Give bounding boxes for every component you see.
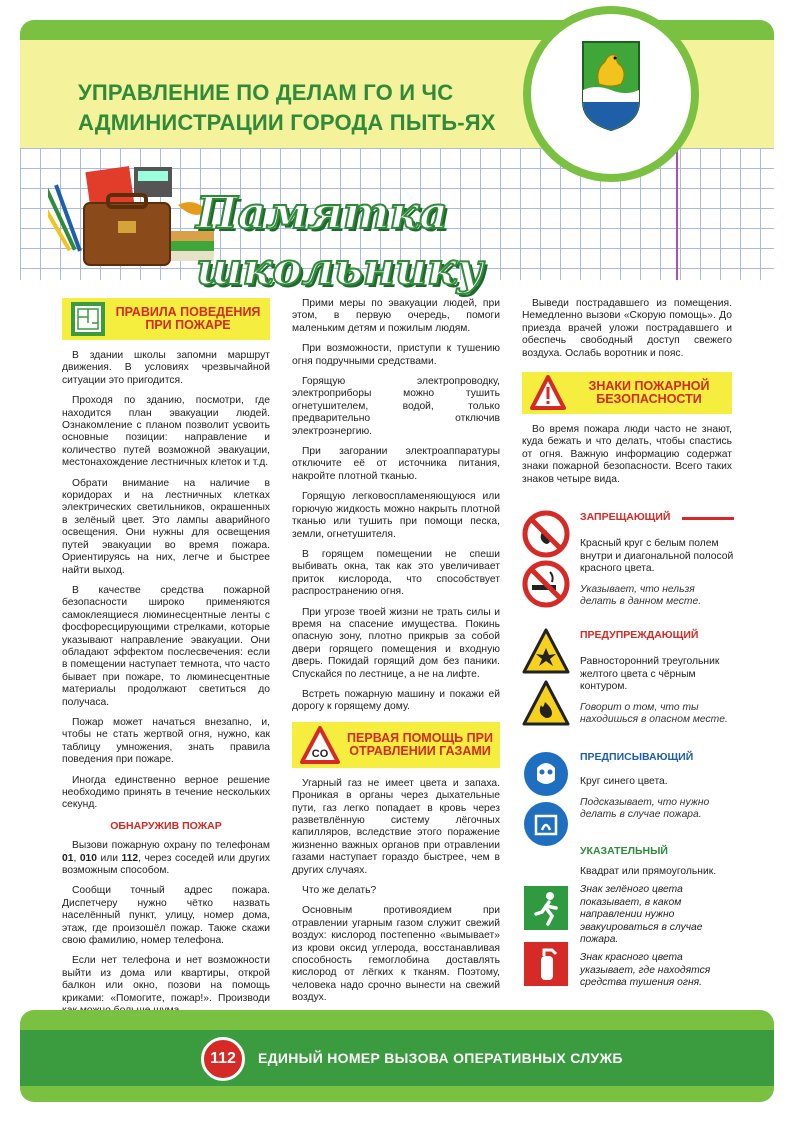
- phone-112: 112: [121, 852, 139, 864]
- sign-title: ПРЕДУПРЕЖДАЮЩИЙ: [580, 629, 699, 641]
- paragraph: Встреть пожарную машину и покажи ей дорогу к горящему дому.: [292, 688, 500, 713]
- warning-triangle-icon: [530, 375, 566, 411]
- gas-heading: ПЕРВАЯ ПОМОЩЬ ПРИ ОТРАВЛЕНИИ ГАЗАМИ: [347, 730, 493, 758]
- fire-blanket-icon: [522, 800, 570, 848]
- column-fire-rules: [62, 298, 270, 1026]
- phone-01: 01: [62, 852, 74, 864]
- found-fire-subheading: ОБНАРУЖИВ ПОЖАР: [110, 819, 222, 832]
- sign-desc: Квадрат или прямоугольник.: [580, 866, 717, 877]
- flammable-warning-icon: [522, 680, 570, 728]
- fire-rules-heading: ПРАВИЛА ПОВЕДЕНИЯ ПРИ ПОЖАРЕ: [115, 305, 261, 332]
- no-smoking-icon: [522, 560, 570, 608]
- sign-description: [580, 538, 734, 609]
- paragraph: Горящую электропроводку, электроприборы можно тушить огнетушителем, водой, только предварительно отключив электроэнергию.: [292, 376, 500, 437]
- respirator-icon: [522, 750, 570, 798]
- fire-extinguisher-icon: [522, 940, 570, 988]
- sign-note-2: Знак красного цвета указывает, где находятся средства тушения огня.: [580, 952, 711, 989]
- paragraph: Что же делать?: [302, 885, 377, 897]
- paragraph: Если нет телефона и нет возможности выйти из дома или квартиры, открой балкон или окно, позови на помощь криками: «Помогите, пожар!». Производи: [62, 955, 270, 1004]
- sign-desc: Равносторонний треугольник желтого цвета с чёрным контуром.: [580, 656, 720, 693]
- paragraph: Основным противоядием при отравлении угарным газом служит свежий воздух: кислород постепенно «вымывает» из крови оксид углерода, восстанавливая способность гемоглобина доставлять кислород от лёгких к тканям. Поэтому, человека надо срочно вынести на свежий воздух.: [292, 905, 500, 1004]
- sign-note: Знак зелёного цвета показывает, в каком направлении нужно эвакуироваться в случае пожара.: [580, 884, 703, 946]
- paragraph: Пожар может начаться внезапно, и, чтобы не стать жертвой огня, нужно, как таблицу умножения, знать правила поведения при пожаре.: [62, 716, 270, 766]
- emergency-number-badge: 112: [201, 1037, 245, 1081]
- sign-description: [580, 776, 734, 822]
- sign-desc: Круг синего цвета.: [580, 776, 668, 787]
- paragraph: Угарный газ не имеет цвета и запаха. Проникая в органы через дыхательные пути, газ легко попадает в кровь через разветвлённую систему лёгочных капилляров, вследствие этого поражение жизненно важных органов при отравлении газами наступает гораздо быстрее, чем в других случаях.: [292, 777, 500, 876]
- footer-text: ЕДИНЫЙ НОМЕР ВЫЗОВА ОПЕРАТИВНЫХ СЛУЖБ: [258, 1050, 623, 1066]
- paragraph: Выведи пострадавшего из помещения. Немедленно вызови «Скорую помощь». До приезда врачей уложи пострадавшего и обеспечь свободный доступ свежего воздуха. Ослабь воротник и пояс.: [522, 298, 732, 359]
- paragraph: Прими меры по эвакуации людей, при этом, в первую очередь, помоги маленьким детям и пожилым людям.: [292, 298, 500, 334]
- paragraph: Обрати внимание на наличие в коридорах и на лестничных клетках электрических светильников, окрашенных в зелёный цвет. Это лампы аварийного освещения. Они нужны для освещения путей эвакуации во время пожара. Ориентируясь на них, легче и быстрее найти выход.: [62, 477, 270, 576]
- call-paragraph: Вызови пожарную охрану по телефонам 01, 010 или 112, через соседей или других возможным способом.: [62, 840, 270, 877]
- paragraph: Иногда единственно верное решение необходимо принять в течение нескольких секунд.: [62, 774, 270, 811]
- header-title: [78, 78, 518, 138]
- sign-warning: [522, 628, 734, 726]
- sign-title: УКАЗАТЕЛЬНЫЙ: [580, 845, 668, 857]
- sign-indicating: [522, 844, 734, 989]
- or-text: или: [97, 852, 122, 864]
- emergency-exit-icon: [522, 884, 570, 932]
- school-supplies-illustration: [48, 165, 218, 275]
- sign-title: ПРЕДПИСЫВАЮЩИЙ: [580, 751, 694, 763]
- sign-note: Подсказывает, что нужно делать в случае пожара.: [580, 796, 710, 821]
- column-evacuation: [292, 298, 500, 1013]
- paragraph: В качестве средства пожарной безопасности широко применяются самоклеящиеся люминесцентные ленты с фосфоресцирующими стрелками, которые указывают направление эвакуации. Они обладают эффектом послесвечения: если в помещении наступает темнота, что часто бывает при пожаре, то люминесцентные материалы продолжают светиться до получаса.: [62, 584, 270, 708]
- paragraph: Сообщи точный адрес пожара. Диспетчеру нужно чётко назвать населённый пункт, улицу, номер дома, этаж, где произошёл пожар. Также скажи свою фамилию, номер телефона.: [62, 885, 270, 947]
- paragraph: В горящем помещении не спеши выбивать окна, так как это увеличивает приток кислорода, что способствует распространению огня.: [292, 548, 500, 598]
- coat-of-arms-icon: [581, 40, 641, 132]
- paragraph: В здании школы запомни маршрут движения. В условиях чрезвычайной ситуации это пригодится.: [62, 350, 270, 386]
- paragraph: Горящую легковоспламеняющуюся или горючую жидкость можно накрыть плотной тканью или тушить при помощи песка, земли, огнетушителя.: [292, 491, 500, 540]
- sign-title: ЗАПРЕЩАЮЩИЙ: [522, 510, 734, 526]
- call-prefix: Вызови пожарную охрану по телефонам: [72, 840, 270, 852]
- sign-note: Указывает, что нельзя делать в данном месте.: [580, 583, 702, 608]
- fire-rules-heading-box: [62, 298, 270, 340]
- sign-description: [580, 656, 734, 727]
- main-title: Памятка школьнику: [196, 188, 484, 295]
- paragraph: При возможности, приступи к тушению огня подручными средствами.: [292, 343, 500, 367]
- call-suffix: , через соседей или других возможным способом.: [62, 852, 270, 877]
- paragraph: При угрозе твоей жизни не трать силы и время на спасение имущества. Покинь опасную зону, плотно прикрыв за собой двери горящего помещения и входную дверь. Покидай горящий дом без паники. Спускайся по лестнице, а не на лифте.: [292, 606, 500, 680]
- header-title-line1: УПРАВЛЕНИЕ ПО ДЕЛАМ ГО И ЧС: [78, 80, 454, 105]
- gas-heading-box: [292, 722, 500, 768]
- signs-heading-box: [522, 372, 732, 414]
- sign-prohibiting: [522, 510, 734, 608]
- column-signs: [522, 298, 732, 494]
- paragraph: При загорании электроаппаратуры отключите её от источника питания, накройте плотной тканью.: [292, 446, 500, 482]
- co-label: CO: [311, 747, 329, 760]
- paragraph: Проходя по зданию, посмотри, где находится план эвакуации людей. Ознакомление с планом позволит усвоить основные позиции: направление и количество путей возможной эвакуации, местонахождение лестничных клеток и т.д.: [62, 395, 270, 469]
- co-warning-icon: [300, 726, 340, 764]
- phone-010: 010: [79, 852, 97, 864]
- paragraph: Во время пожара люди часто не знают, куда бежать и что делать, чтобы спастись от огня. Важную информацию содержат знаки пожарной безопасности. Всего таких знаков четыре вида.: [522, 424, 732, 485]
- header-title-line2: АДМИНИСТРАЦИИ ГОРОДА ПЫТЬ-ЯХ: [78, 110, 496, 135]
- explosive-warning-icon: [522, 628, 570, 676]
- sign-note: Говорит о том, что ты находишься в опасном месте.: [580, 701, 728, 726]
- evacuation-plan-icon: [70, 301, 106, 337]
- no-fire-icon: [522, 510, 570, 558]
- sign-prescriptive: [522, 750, 734, 821]
- signs-heading: ЗНАКИ ПОЖАРНОЙ БЕЗОПАСНОСТИ: [588, 379, 710, 407]
- sign-desc: Красный круг с белым полем внутри и диагональной полосой красного цвета.: [580, 538, 734, 575]
